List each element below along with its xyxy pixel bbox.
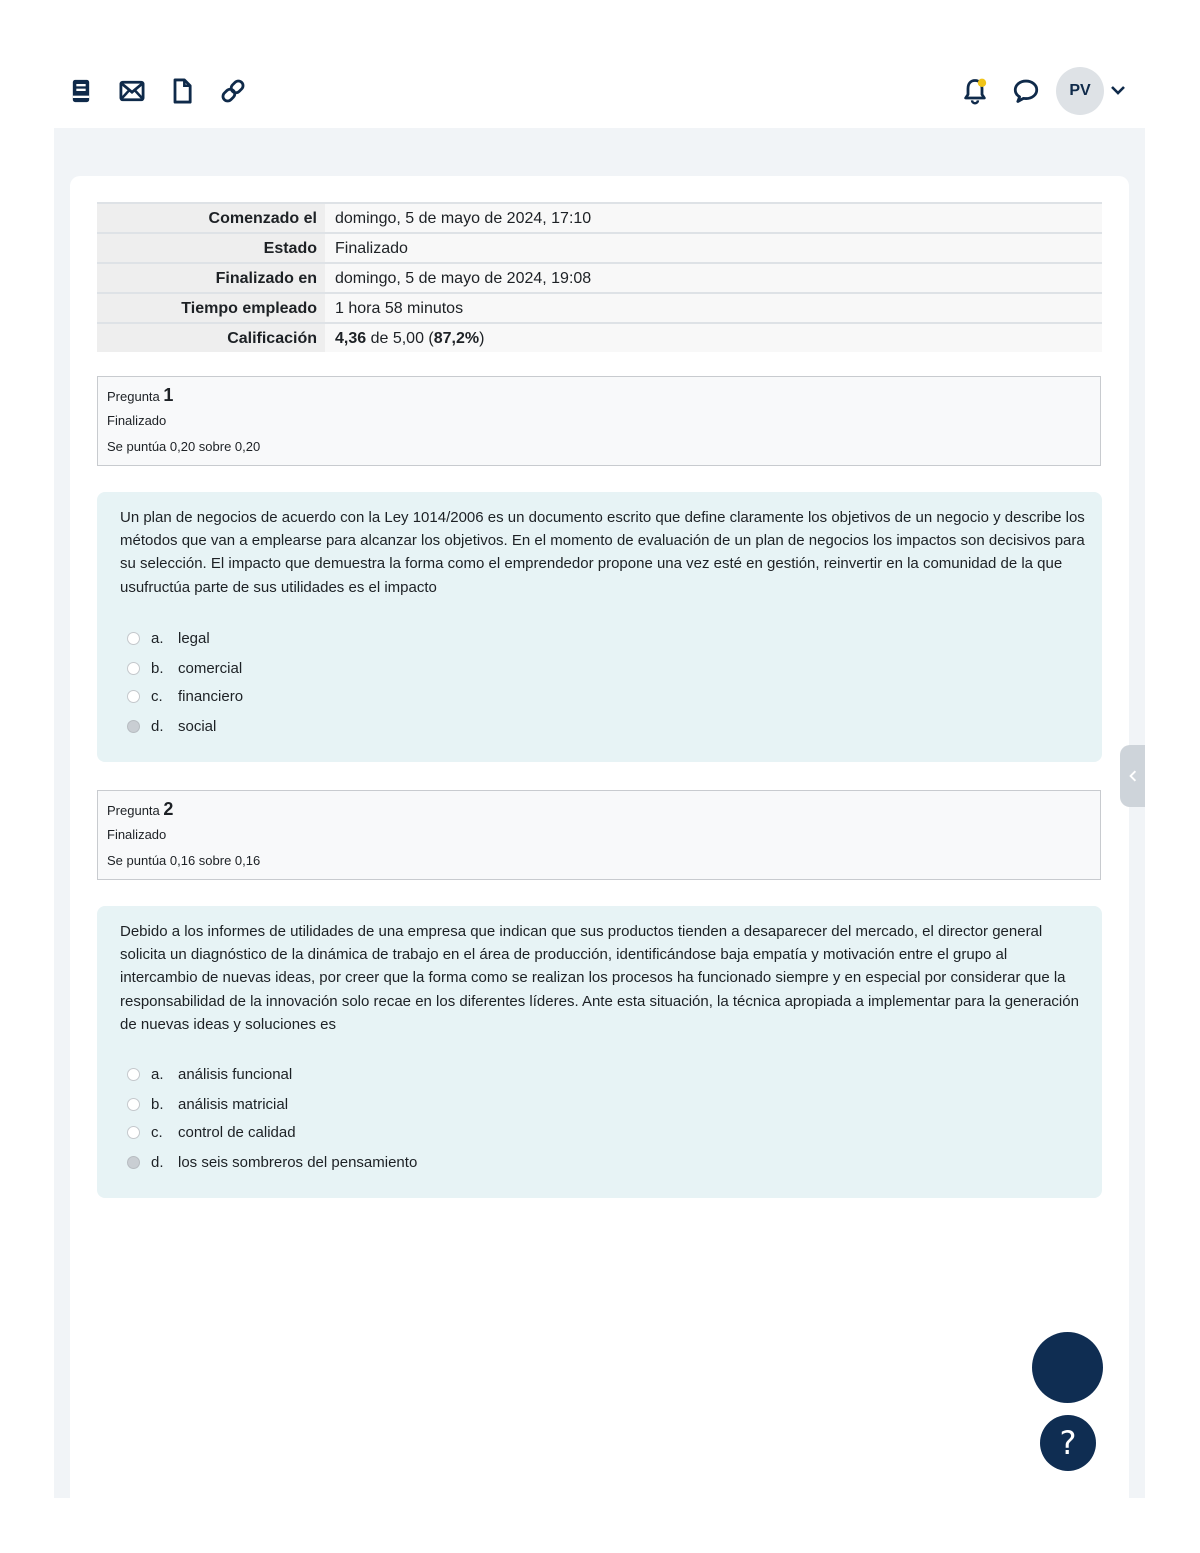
summary-value: domingo, 5 de mayo de 2024, 17:10 <box>325 203 1102 233</box>
grade-value <box>325 323 1102 352</box>
answer-letter: d. <box>151 1153 164 1171</box>
answer-option-c[interactable] <box>127 685 243 707</box>
radio-button[interactable] <box>127 690 140 703</box>
radio-button[interactable] <box>127 662 140 675</box>
chevron-down-icon[interactable] <box>1108 80 1128 100</box>
chat-icon[interactable] <box>1011 76 1041 106</box>
answer-option-b[interactable] <box>127 1093 288 1115</box>
question-state: Finalizado <box>107 827 167 842</box>
question-info-1 <box>97 376 1101 466</box>
attempt-summary-table <box>97 202 1102 352</box>
radio-button[interactable] <box>127 1068 140 1081</box>
summary-label: Tiempo empleado <box>97 293 325 323</box>
question-number-value: 2 <box>163 799 174 819</box>
radio-button-selected[interactable] <box>127 720 140 733</box>
summary-row <box>97 233 1102 263</box>
top-navbar <box>0 0 1200 128</box>
answer-option-a[interactable] <box>127 627 210 649</box>
answer-letter: c. <box>151 1123 163 1141</box>
answer-text: los seis sombreros del pensamiento <box>178 1153 418 1171</box>
grade-percent: 87,2% <box>433 330 480 347</box>
book-icon[interactable] <box>66 76 96 106</box>
chevron-left-icon <box>1125 768 1141 784</box>
answer-letter: d. <box>151 717 164 735</box>
answer-option-d[interactable] <box>127 1151 417 1173</box>
question-state: Finalizado <box>107 413 167 428</box>
question-info-2 <box>97 790 1101 880</box>
radio-button[interactable] <box>127 632 140 645</box>
summary-value: 1 hora 58 minutos <box>325 293 1102 323</box>
question-grade: Se puntúa 0,20 sobre 0,20 <box>107 439 261 454</box>
answer-text: análisis funcional <box>178 1065 293 1083</box>
answer-option-d[interactable] <box>127 715 216 737</box>
answer-text: legal <box>178 629 210 647</box>
answer-letter: a. <box>151 1065 164 1083</box>
answer-text: control de calidad <box>178 1123 296 1141</box>
help-button[interactable]: ? <box>1040 1415 1096 1471</box>
answer-letter: a. <box>151 629 164 647</box>
file-icon[interactable] <box>167 76 197 106</box>
summary-label: Finalizado en <box>97 263 325 293</box>
answer-letter: b. <box>151 659 164 677</box>
summary-value: Finalizado <box>325 233 1102 263</box>
answer-text: financiero <box>178 687 244 705</box>
summary-row <box>97 293 1102 323</box>
radio-button[interactable] <box>127 1098 140 1111</box>
answer-option-c[interactable] <box>127 1121 296 1143</box>
floating-action-button[interactable] <box>1032 1332 1103 1403</box>
answer-text: comercial <box>178 659 243 677</box>
bell-icon[interactable] <box>960 76 990 106</box>
question-number <box>107 799 173 820</box>
summary-label: Comenzado el <box>97 203 325 233</box>
grade-close-paren: ) <box>479 330 485 347</box>
user-avatar[interactable]: PV <box>1056 67 1104 115</box>
question-text: Debido a los informes de utilidades de una empresa que indican que sus productos tienden a desaparecer del mercado, el director general solicita un diagnóstico de la dinámica de trabajo en el área de producción, identificándose baja empatía y motivación entre el grupo al intercambio de nuevas ideas, por creer que la forma como se realizan los procesos ha funcionado siempre y en especial por considerar que la responsabilidad de la innovación solo recae en los diferentes líderes. Ante esta situación, la técnica apropiada a implementar para la generación de nuevas ideas y soluciones es <box>120 923 1079 1033</box>
question-number <box>107 385 173 406</box>
summary-row <box>97 323 1102 352</box>
answer-option-b[interactable] <box>127 657 242 679</box>
drawer-toggle[interactable] <box>1120 745 1145 807</box>
grade-out-of: de 5,00 ( <box>366 330 434 347</box>
question-text: Un plan de negocios de acuerdo con la Ley 1014/2006 es un documento escrito que define claramente los objetivos de un negocio y describe los métodos que van a emplearse para alcanzar los objetivos. En el momento de evaluación de un plan de negocios los impactos son decisivos para su selección. El impacto que demuestra la forma como el emprendedor propone una vez esté en gestión, reinvertir en la comunidad de la que usufructúa parte de sus utilidades es el impacto <box>120 509 1085 596</box>
question-content-1 <box>97 492 1102 762</box>
summary-row <box>97 263 1102 293</box>
grade-score: 4,36 <box>335 330 367 347</box>
answer-text: social <box>178 717 217 735</box>
answer-letter: c. <box>151 687 163 705</box>
summary-row <box>97 203 1102 233</box>
question-number-value: 1 <box>163 385 174 405</box>
mail-icon[interactable] <box>117 76 147 106</box>
answer-option-a[interactable] <box>127 1063 292 1085</box>
summary-value: domingo, 5 de mayo de 2024, 19:08 <box>325 263 1102 293</box>
summary-label: Estado <box>97 233 325 263</box>
question-grade: Se puntúa 0,16 sobre 0,16 <box>107 853 261 868</box>
answer-text: análisis matricial <box>178 1095 289 1113</box>
radio-button[interactable] <box>127 1126 140 1139</box>
answer-letter: b. <box>151 1095 164 1113</box>
question-label: Pregunta <box>107 389 160 404</box>
link-icon[interactable] <box>218 76 248 106</box>
summary-label: Calificación <box>97 323 325 352</box>
question-label: Pregunta <box>107 803 160 818</box>
question-content-2 <box>97 906 1102 1198</box>
radio-button-selected[interactable] <box>127 1156 140 1169</box>
